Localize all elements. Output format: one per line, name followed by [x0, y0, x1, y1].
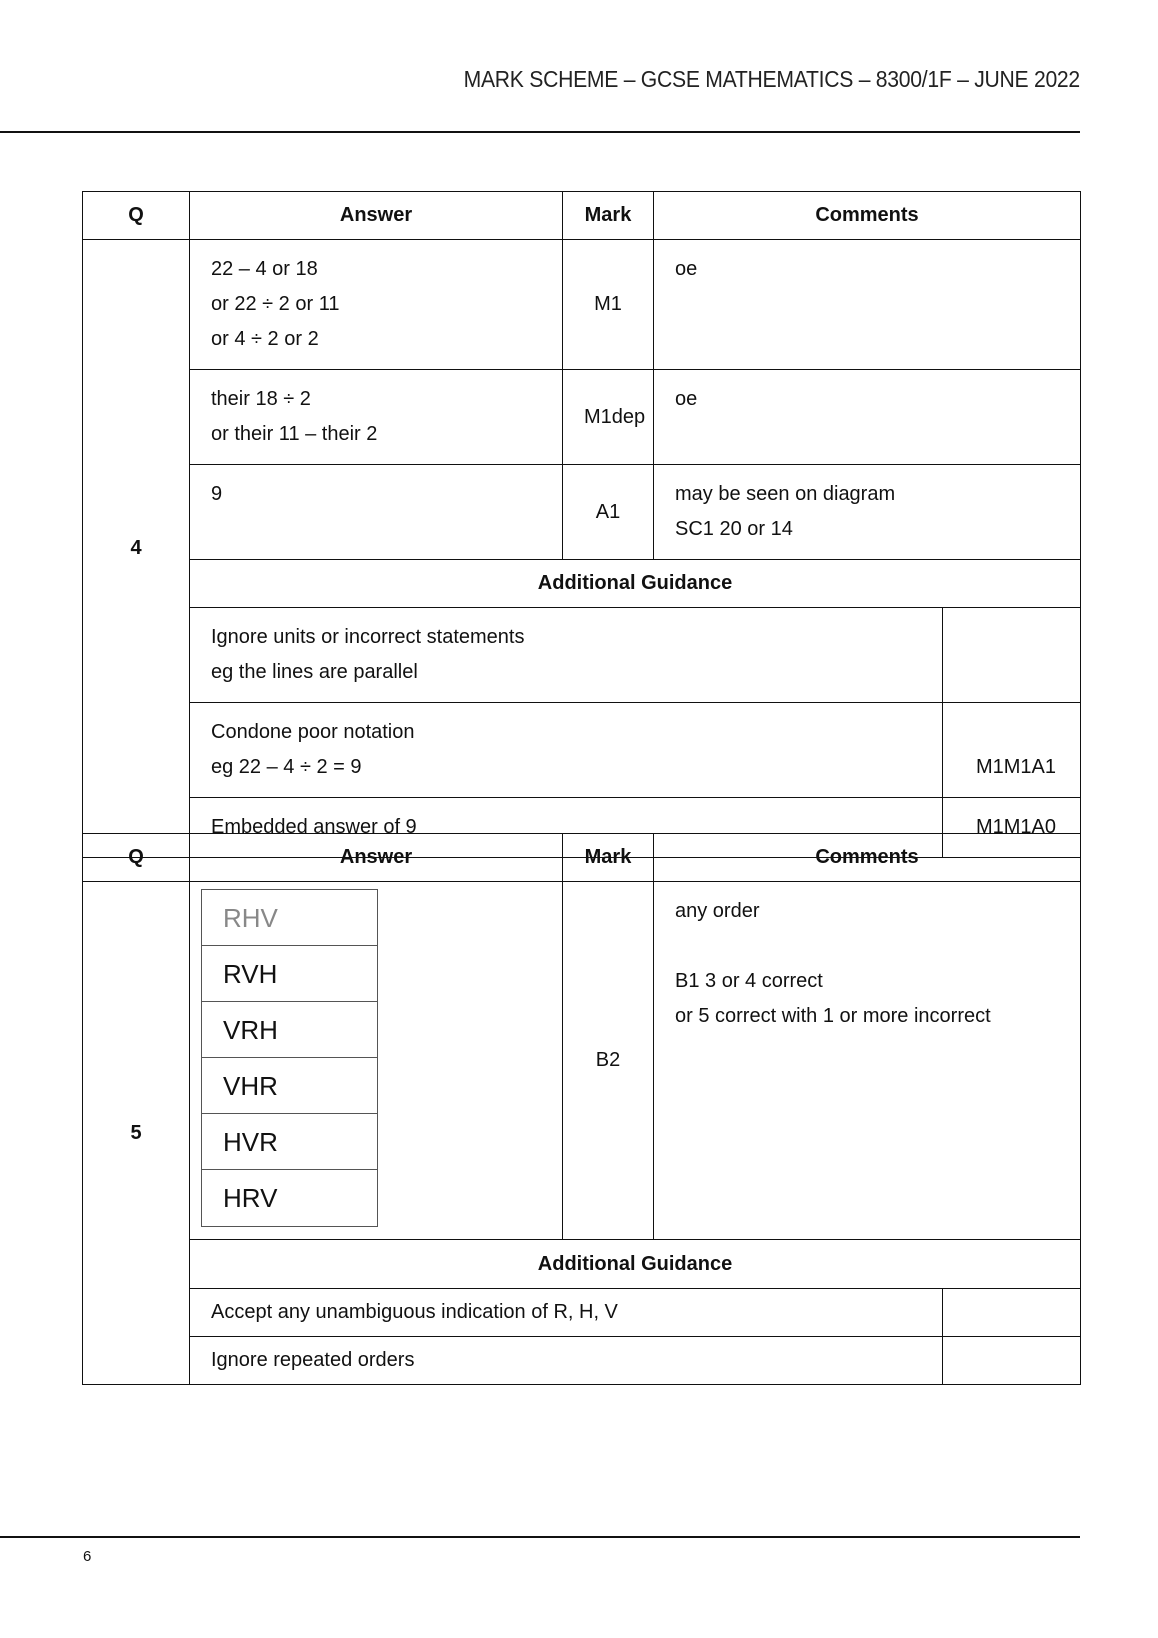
order-item: RVH: [202, 946, 377, 1002]
guidance-line: Condone poor notation: [211, 721, 415, 743]
additional-guidance-heading: Additional Guidance: [190, 560, 1081, 608]
comments-cell: [654, 370, 1081, 465]
question-5-table: [82, 833, 1081, 1385]
col-q: Q: [83, 834, 190, 882]
header-rule: [0, 131, 1080, 133]
comment-line: SC1 20 or 14: [675, 518, 793, 540]
answer-line: or 22 ÷ 2 or 11: [211, 293, 340, 315]
comment-line: any order: [675, 900, 760, 922]
question-number: 5: [83, 882, 190, 1385]
guidance-mark: [943, 1289, 1081, 1337]
guidance-line: eg the lines are parallel: [211, 661, 418, 683]
order-item: RHV: [202, 890, 377, 946]
answer-line: their 18 ÷ 2: [211, 388, 311, 410]
answer-cell: [190, 465, 563, 560]
answer-line: 9: [211, 483, 223, 505]
comment-line: oe: [675, 388, 698, 410]
col-mark: Mark: [563, 192, 654, 240]
footer-rule: [0, 1536, 1080, 1538]
guidance-mark: [943, 1337, 1081, 1385]
guidance-text: Accept any unambiguous indication of R, H, V: [190, 1289, 943, 1337]
col-answer: Answer: [190, 192, 563, 240]
comment-line: may be seen on diagram: [675, 483, 896, 505]
answer-line: 22 – 4 or 18: [211, 258, 318, 280]
guidance-mark: [943, 608, 1081, 703]
comments-cell: [654, 465, 1081, 560]
col-comments: Comments: [654, 834, 1081, 882]
additional-guidance-heading: Additional Guidance: [190, 1240, 1081, 1289]
order-item: VRH: [202, 1002, 377, 1058]
mark-cell: A1: [563, 465, 654, 560]
answer-cell: [190, 882, 563, 1240]
comments-cell: [654, 240, 1081, 370]
answer-line: or 4 ÷ 2 or 2: [211, 328, 319, 350]
mark-cell: B2: [563, 882, 654, 1240]
guidance-mark: M1M1A1: [943, 703, 1081, 798]
answer-line: or their 11 – their 2: [211, 423, 378, 445]
col-mark: Mark: [563, 834, 654, 882]
order-item: HRV: [223, 1183, 278, 1213]
col-comments: Comments: [654, 192, 1081, 240]
comment-line: oe: [675, 258, 698, 280]
page-header: MARK SCHEME – GCSE MATHEMATICS – 8300/1F – JUNE 2022: [463, 66, 1080, 92]
comment-line: B1 3 or 4 correct: [675, 970, 823, 992]
guidance-text: [190, 703, 943, 798]
order-item: VHR: [202, 1058, 377, 1114]
answer-cell: [190, 240, 563, 370]
orders-list: [201, 889, 378, 1227]
question-number: 4: [83, 240, 190, 858]
page-number: 6: [83, 1548, 92, 1565]
guidance-text: Ignore repeated orders: [190, 1337, 943, 1385]
mark-cell: M1dep: [563, 370, 654, 465]
comments-cell: [654, 882, 1081, 1240]
col-answer: Answer: [190, 834, 563, 882]
question-4-table: [82, 191, 1081, 858]
guidance-mark: M1M1A0: [943, 798, 1081, 858]
guidance-text: Embedded answer of 9: [190, 798, 943, 858]
guidance-line: Ignore units or incorrect statements: [211, 626, 525, 648]
guidance-text: [190, 608, 943, 703]
col-q: Q: [83, 192, 190, 240]
guidance-line: eg 22 – 4 ÷ 2 = 9: [211, 756, 362, 778]
order-item: HVR: [202, 1114, 377, 1170]
mark-cell: M1: [563, 240, 654, 370]
answer-cell: [190, 370, 563, 465]
comment-line: or 5 correct with 1 or more incorrect: [675, 1005, 991, 1027]
